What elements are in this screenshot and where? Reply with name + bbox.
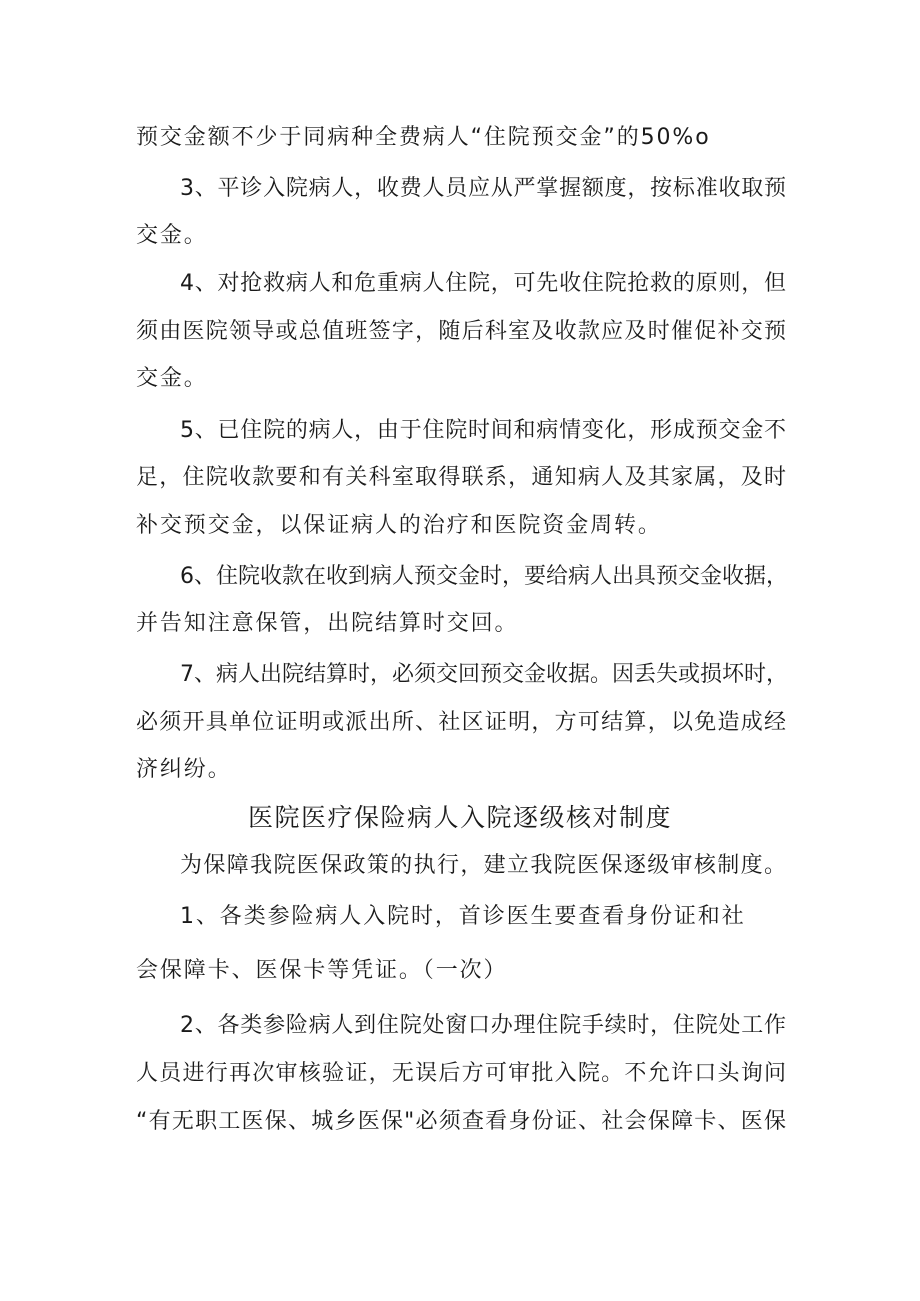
paragraph-line: 3、平诊入院病人，收费人员应从严掌握额度，按标准收取预: [180, 176, 786, 201]
paragraph-line: 足，住院收款要和有关科室取得联系，通知病人及其家属，及时: [136, 465, 786, 490]
paragraph-line: 会保障卡、医保卡等凭证。（一次）: [136, 958, 508, 983]
paragraph-line: 1、各类参险病人入院时，首诊医生要查看身份证和社: [180, 904, 746, 929]
paragraph-line: 交金。: [136, 223, 208, 248]
paragraph-line: 为保障我院医保政策的执行，建立我院医保逐级审核制度。: [180, 853, 786, 878]
paragraph-line: 交金。: [136, 366, 208, 391]
paragraph-line: 须由医院领导或总值班签字，随后科室及收款应及时催促补交预: [136, 319, 786, 344]
paragraph-line: “有无职工医保、城乡医保"必须查看身份证、社会保障卡、医保: [136, 1109, 786, 1134]
paragraph-line: 2、各类参险病人到住院处窗口办理住院手续时，住院处工作: [180, 1013, 786, 1038]
section-title: 医院医疗保险病人入院逐级核对制度: [247, 803, 672, 832]
paragraph-line: 7、病人出院结算时，必须交回预交金收据。因丢失或损坏时，: [180, 662, 788, 687]
paragraph-line: 预交金额不少于同病种全费病人“住院预交金”的50%o: [136, 125, 711, 150]
paragraph-line: 6、住院收款在收到病人预交金时，要给病人出具预交金收据，: [180, 564, 788, 589]
paragraph-line: 4、对抢救病人和危重病人住院，可先收住院抢救的原则，但: [180, 271, 786, 296]
paragraph-line: 必须开具单位证明或派出所、社区证明，方可结算，以免造成经: [136, 710, 786, 735]
paragraph-line: 5、已住院的病人，由于住院时间和病情变化，形成预交金不: [180, 418, 786, 443]
paragraph-line: 并告知注意保管，出院结算时交回。: [136, 611, 519, 636]
paragraph-line: 人员进行再次审核验证，无误后方可审批入院。不允许口头询问: [136, 1061, 786, 1086]
paragraph-line: 济纠纷。: [136, 757, 232, 782]
paragraph-line: 补交预交金，以保证病人的治疗和医院资金周转。: [136, 513, 662, 538]
